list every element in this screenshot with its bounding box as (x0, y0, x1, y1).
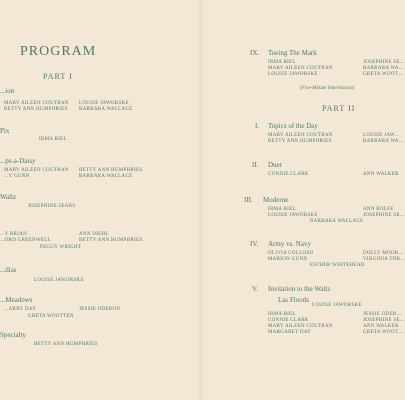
part2-item-3-number: III. (244, 196, 253, 204)
item-9-title: Toeing The Mark (268, 49, 317, 57)
part2-item-5-performer-2: IRMA BIEL (268, 312, 296, 317)
item-9-performer-2: JOSEPHINE SE... (363, 60, 405, 65)
part2-item-3-performer-2: ANN ROLFE (363, 207, 394, 212)
left-item-1-title: ...ion (0, 87, 15, 95)
part2-item-2-performer-1: CONNIE CLARK (268, 172, 309, 177)
left-item-3-performer-1: MARY AILEEN COUTRAN (4, 168, 69, 173)
left-item-3-performer-3: ...Y GUNN (4, 174, 30, 179)
part2-item-1-performer-1: MARY AILEEN COUTRAN (268, 133, 333, 138)
left-item-5-performer-1: ...Y BRIAN (0, 232, 27, 237)
part2-item-2-number: II. (252, 161, 259, 169)
part2-item-5-performer-8: MARGARET DAY (268, 330, 312, 335)
part2-item-4-performer-1: OLIVIA COLLOSO (268, 251, 314, 256)
part2-item-1-number: I. (255, 122, 260, 130)
part2-item-2-performer-2: ANN WALKER (363, 172, 399, 177)
part2-item-3-performer-5: BARBARA WALLACE (310, 219, 364, 224)
part-two-heading: PART II (322, 104, 356, 113)
item-9-performer-3: MARY AILEEN COUTRAN (268, 66, 333, 71)
left-item-3-title: ...ps-a-Daisy (0, 157, 36, 165)
intermission-note: (Five-Minute Intermission) (300, 86, 355, 91)
left-item-8-title: Specialty (0, 331, 27, 339)
left-item-1-performer-3: BETTY ANN HUMPHRIES (4, 107, 68, 112)
left-item-2-performer-1: IRMA BIEL (39, 137, 67, 142)
left-item-5-performer-5: PEGGY WRIGHT (40, 245, 82, 250)
part2-item-5-title: Invitation to the Waltz (268, 285, 331, 293)
left-item-1-performer-1: MARY AILEEN COUTRAN (4, 101, 69, 106)
item-9-number: IX. (250, 49, 260, 57)
left-item-5-performer-2: ANN DIEHL (79, 232, 109, 237)
part2-item-5-performer-9: GRETA WOOT... (363, 330, 403, 335)
part-one-heading: PART I (43, 72, 73, 81)
part2-item-5-subtitle: Las Floods (278, 296, 309, 304)
left-item-7-title: ...Meadows (0, 296, 33, 304)
left-item-1-performer-4: BARBARA WALLACE (79, 107, 133, 112)
part2-item-1-title: Topics of the Day (268, 122, 318, 130)
item-9-performer-4: BARBARA WA... (363, 66, 404, 71)
left-item-6-title: ...dias (0, 266, 17, 274)
part2-item-1-performer-4: BARBARA WA... (363, 139, 404, 144)
part2-item-5-performer-4: CONNIE CLARK (268, 318, 309, 323)
part2-item-5-performer-7: ANN WALKER (363, 324, 399, 329)
part2-item-4-title: Army vs. Navy (268, 240, 311, 248)
left-item-4-performer-1: JOSEPHINE SEARS (28, 204, 76, 209)
left-item-6-performer-1: LOUISE JAWORSKE (34, 278, 84, 283)
part2-item-4-performer-4: VIRGINIA THR... (363, 257, 405, 262)
item-9-performer-5: LOUISE JAWORSKE (268, 72, 318, 77)
program-title: PROGRAM (20, 44, 97, 59)
part2-item-3-performer-1: IRMA BIEL (268, 207, 296, 212)
part2-item-1-performer-2: LOUISE JAW... (363, 133, 400, 138)
left-item-7-performer-1: ...ARRY DAY (4, 307, 37, 312)
part2-item-5-performer-5: JOSEPHINE SE... (363, 318, 405, 323)
left-item-5-performer-4: BETTY ANN HUMPHRIES (79, 238, 143, 243)
item-9-performer-1: IRMA BIEL (268, 60, 296, 65)
left-item-7-performer-3: GRETA WOOTTEN (28, 314, 74, 319)
item-9-performer-6: GRETA WOOT... (363, 72, 403, 77)
part2-item-5-number: V. (252, 285, 258, 293)
left-item-3-performer-2: BETTY ANN HUMPHRIES (79, 168, 143, 173)
part2-item-4-number: IV. (250, 240, 259, 248)
part2-item-4-performer-5: ESTHER WHITEHEAD (310, 263, 365, 268)
left-item-4-title: Waltz (0, 193, 17, 201)
page-fold (198, 0, 204, 400)
part2-item-1-performer-3: BETTY ANN HUMPHRIES (268, 139, 332, 144)
part2-item-4-performer-3: MARION GUNN (268, 257, 308, 262)
left-item-7-performer-2: JESSIE ODERON (79, 307, 121, 312)
left-item-1-performer-2: LOUISE JAWORSKE (79, 101, 129, 106)
left-item-8-performer-1: BETTY ANN HUMPHRIES (34, 342, 98, 347)
left-item-5-performer-3: ...ORD GREENWELL (0, 238, 51, 243)
left-item-3-performer-4: BARBARA WALLACE (79, 174, 133, 179)
part2-item-4-performer-2: DOLLY MOOR... (363, 251, 404, 256)
part2-item-3-performer-3: LOUISE JAWORSKE (268, 213, 318, 218)
part2-item-5-performer-3: JESSIE ODER... (363, 312, 402, 317)
part2-item-2-title: Duet (268, 161, 282, 169)
left-item-2-title: Pix (0, 127, 10, 135)
part2-item-5-performer-1: LOUISE JAWORSKE (312, 303, 362, 308)
part2-item-3-performer-4: JOSEPHINE SE... (363, 213, 405, 218)
part2-item-5-performer-6: MARY AILEEN COUTRAN (268, 324, 333, 329)
part2-item-3-title: Moderne (263, 196, 289, 204)
